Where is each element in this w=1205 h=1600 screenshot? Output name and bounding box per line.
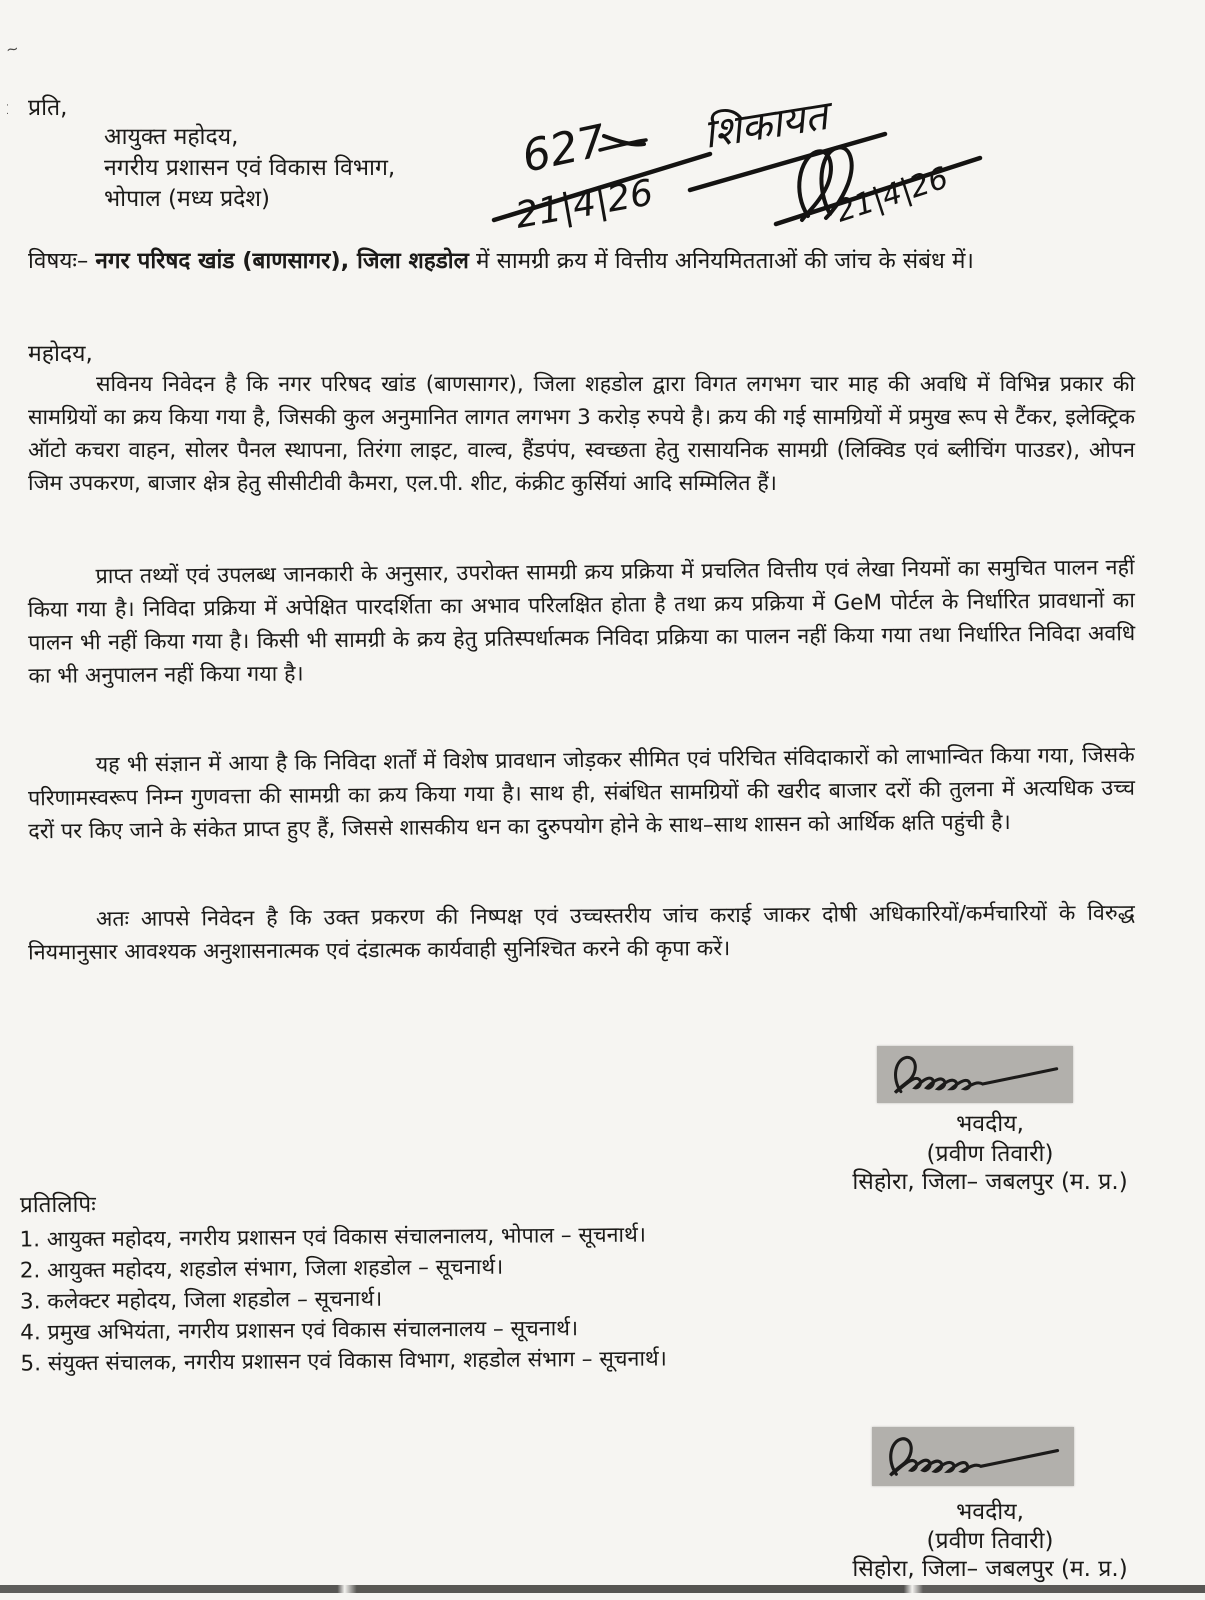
subject-bold-text: नगर परिषद खांड (बाणसागर), जिला शहडोल xyxy=(95,248,469,274)
body-paragraph-4: अतः आपसे निवेदन है कि उक्त प्रकरण की निष्पक्ष एवं उच्चस्तरीय जांच कराई जाकर दोषी अधिकारियों/कर्मचारियों के विरुद्ध नियमानुसार आवश्यक अनुशासनात्मक एवं दंडात्मक कार्यवाही सुनिश्चित करने की कृपा करें। xyxy=(28,900,1135,966)
sender-address: सिहोरा, जिला– जबलपुर (म. प्र.) xyxy=(852,1556,1128,1582)
sender-address: सिहोरा, जिला– जबलपुर (म. प्र.) xyxy=(852,1169,1128,1195)
signature-stamp-box xyxy=(877,1046,1073,1103)
copies-list xyxy=(19,1219,667,1379)
complaint-date-handwritten: 21|4|26 xyxy=(831,160,953,230)
subject-label: विषयः– xyxy=(28,248,89,274)
sender-name: (प्रवीण तिवारी) xyxy=(926,1528,1054,1554)
signature-ink xyxy=(877,1046,1073,1103)
diary-number-handwritten: 627 xyxy=(517,115,611,183)
recipient-line: भोपाल (मध्य प्रदेश) xyxy=(104,186,270,212)
copy-item: 5. संयुक्त संचालक, नगरीय प्रशासन एवं विकास विभाग, शहडोल संभाग – सूचनार्थ। xyxy=(20,1346,667,1377)
signature-stamp-box xyxy=(872,1427,1074,1486)
copy-item: 4. प्रमुख अभियंता, नगरीय प्रशासन एवं विकास संचालनालय – सूचनार्थ। xyxy=(20,1316,579,1346)
recipient-to-label: प्रति, xyxy=(28,95,68,121)
signature-ink xyxy=(872,1427,1074,1486)
recipient-line: आयुक्त महोदय, xyxy=(104,124,239,150)
copy-item: 1. आयुक्त महोदय, नगरीय प्रशासन एवं विकास संचालनालय, भोपाल – सूचनार्थ। xyxy=(19,1222,647,1253)
subject-rest-text: में सामग्री क्रय में वित्तीय अनियमितताओं की जांच के संबंध में। xyxy=(476,248,974,274)
copies-heading: प्रतिलिपिः xyxy=(19,1191,96,1219)
recipient-line: नगरीय प्रशासन एवं विकास विभाग, xyxy=(104,155,396,181)
complaint-word-handwritten: शिकायत xyxy=(700,92,831,158)
diary-date-handwritten: 21|4|26 xyxy=(512,172,657,237)
body-paragraph-1: सविनय निवेदन है कि नगर परिषद खांड (बाणसागर), जिला शहडोल द्वारा विगत लगभग चार माह की अवधि में विभिन्न प्रकार की सामग्रियों का क्रय किया गया है, जिसकी कुल अनुमानित लागत लगभग 3 करोड़ रुपये है। क्रय की गई सामग्रियों में प्रमुख रूप से टैंकर, इलेक्ट्रिक ऑटो कचरा वाहन, सोलर पैनल स्थापना, तिरंगा लाइट, वाल्व, हैंडपंप, स्वच्छता हेतु रासायनिक सामग्री (लिक्विड एवं ब्लीचिंग पाउडर), ओपन जिम उपकरण, बाजार क्षेत्र हेतु सीसीटीवी कैमरा, एल.पी. शीट, कंक्रीट कुर्सियां आदि सम्मिलित हैं। xyxy=(28,372,1135,496)
copy-item: 3. कलेक्टर महोदय, जिला शहडोल – सूचनार्थ। xyxy=(19,1286,383,1315)
copy-item: 2. आयुक्त महोदय, शहडोल संभाग, जिला शहडोल – सूचनार्थ। xyxy=(19,1254,504,1284)
handwritten-complaint-annotation xyxy=(680,92,990,236)
subject-line xyxy=(28,244,1106,279)
closing-word: भवदीय, xyxy=(956,1499,1024,1525)
scan-speck-top-left: ~ xyxy=(4,39,20,59)
scanner-edge-strip xyxy=(0,1585,1205,1593)
sender-name: (प्रवीण तिवारी) xyxy=(926,1141,1054,1167)
body-paragraph-3: यह भी संज्ञान में आया है कि निविदा शर्तों में विशेष प्रावधान जोड़कर सीमित एवं परिचित संविदाकारों को लाभान्वित किया गया, जिसके परिणामस्वरूप निम्न गुणवत्ता की सामग्री का क्रय किया गया है। साथ ही, संबंधित सामग्रियों की खरीद बाजार दरों की तुलना में अत्यधिक उच्च दरों पर किए जाने के संकेत प्राप्त हुए हैं, जिससे शासकीय धन का दुरुपयोग होने के साथ–साथ शासन को आर्थिक क्षति पहुंची है। xyxy=(27,742,1136,845)
salutation: महोदय, xyxy=(28,341,93,367)
body-paragraph-2: प्राप्त तथ्यों एवं उपलब्ध जानकारी के अनुसार, उपरोक्त सामग्री क्रय प्रक्रिया में प्रचलित वित्तीय एवं लेखा नियमों का समुचित पालन नहीं किया गया है। निविदा प्रक्रिया में अपेक्षित पारदर्शिता का अभाव परिलक्षित होता है तथा क्रय प्रक्रिया में GeM पोर्टल के निर्धारित प्रावधानों का पालन भी नहीं किया गया है। किसी भी सामग्री के क्रय हेतु प्रतिस्पर्धात्मक निविदा प्रक्रिया का पालन नहीं किया गया तथा निर्धारित निविदा अवधि का भी अनुपालन नहीं किया गया है। xyxy=(27,555,1136,689)
recipient-address-block xyxy=(104,122,395,215)
closing-word: भवदीय, xyxy=(956,1111,1024,1137)
